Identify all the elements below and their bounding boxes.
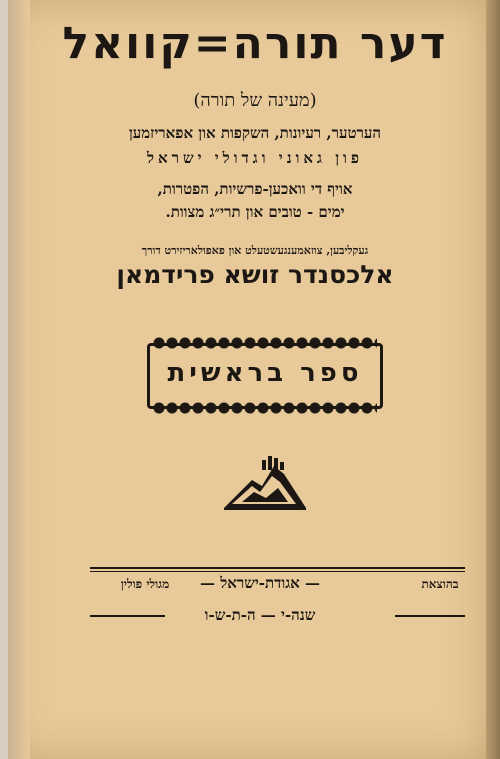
publication-year: שנה-י — ה-ת-ש-ו bbox=[204, 606, 316, 624]
subtitle: (מעינה של תורה) bbox=[193, 90, 317, 111]
author-name: אלכסנדר זושא פרידמאן bbox=[116, 260, 394, 289]
mountain-emblem-icon bbox=[222, 452, 308, 512]
description-line-4: ימים - טובים און תרי״ג מצוות. bbox=[165, 203, 345, 221]
book-spine bbox=[486, 0, 500, 759]
publisher-name: — אגודת-ישראל — bbox=[199, 574, 321, 592]
publisher-label: בהוצאת bbox=[421, 577, 459, 591]
description-line-1: הערטער, רעיונות, השקפות און אפאריזמען bbox=[128, 124, 382, 142]
publisher-place: מגולי פולין bbox=[120, 577, 170, 591]
description-line-3: אויף די וואכען-פרשיות, הפטרות, bbox=[157, 180, 353, 198]
top-rule bbox=[90, 567, 465, 569]
compiler-credit: געקליבען, צוזאמענגעשטעלט און פאפולאריזירט דורך bbox=[141, 244, 369, 257]
page-edge bbox=[8, 0, 30, 759]
book-section-title: ספר בראשית bbox=[167, 358, 363, 388]
year-rule-right bbox=[395, 615, 465, 617]
description-line-2: פון גאוני וגדולי ישראל bbox=[146, 149, 364, 167]
book-main-title: דער תורה=קוואל bbox=[62, 18, 448, 69]
top-rule-thin bbox=[90, 571, 465, 572]
